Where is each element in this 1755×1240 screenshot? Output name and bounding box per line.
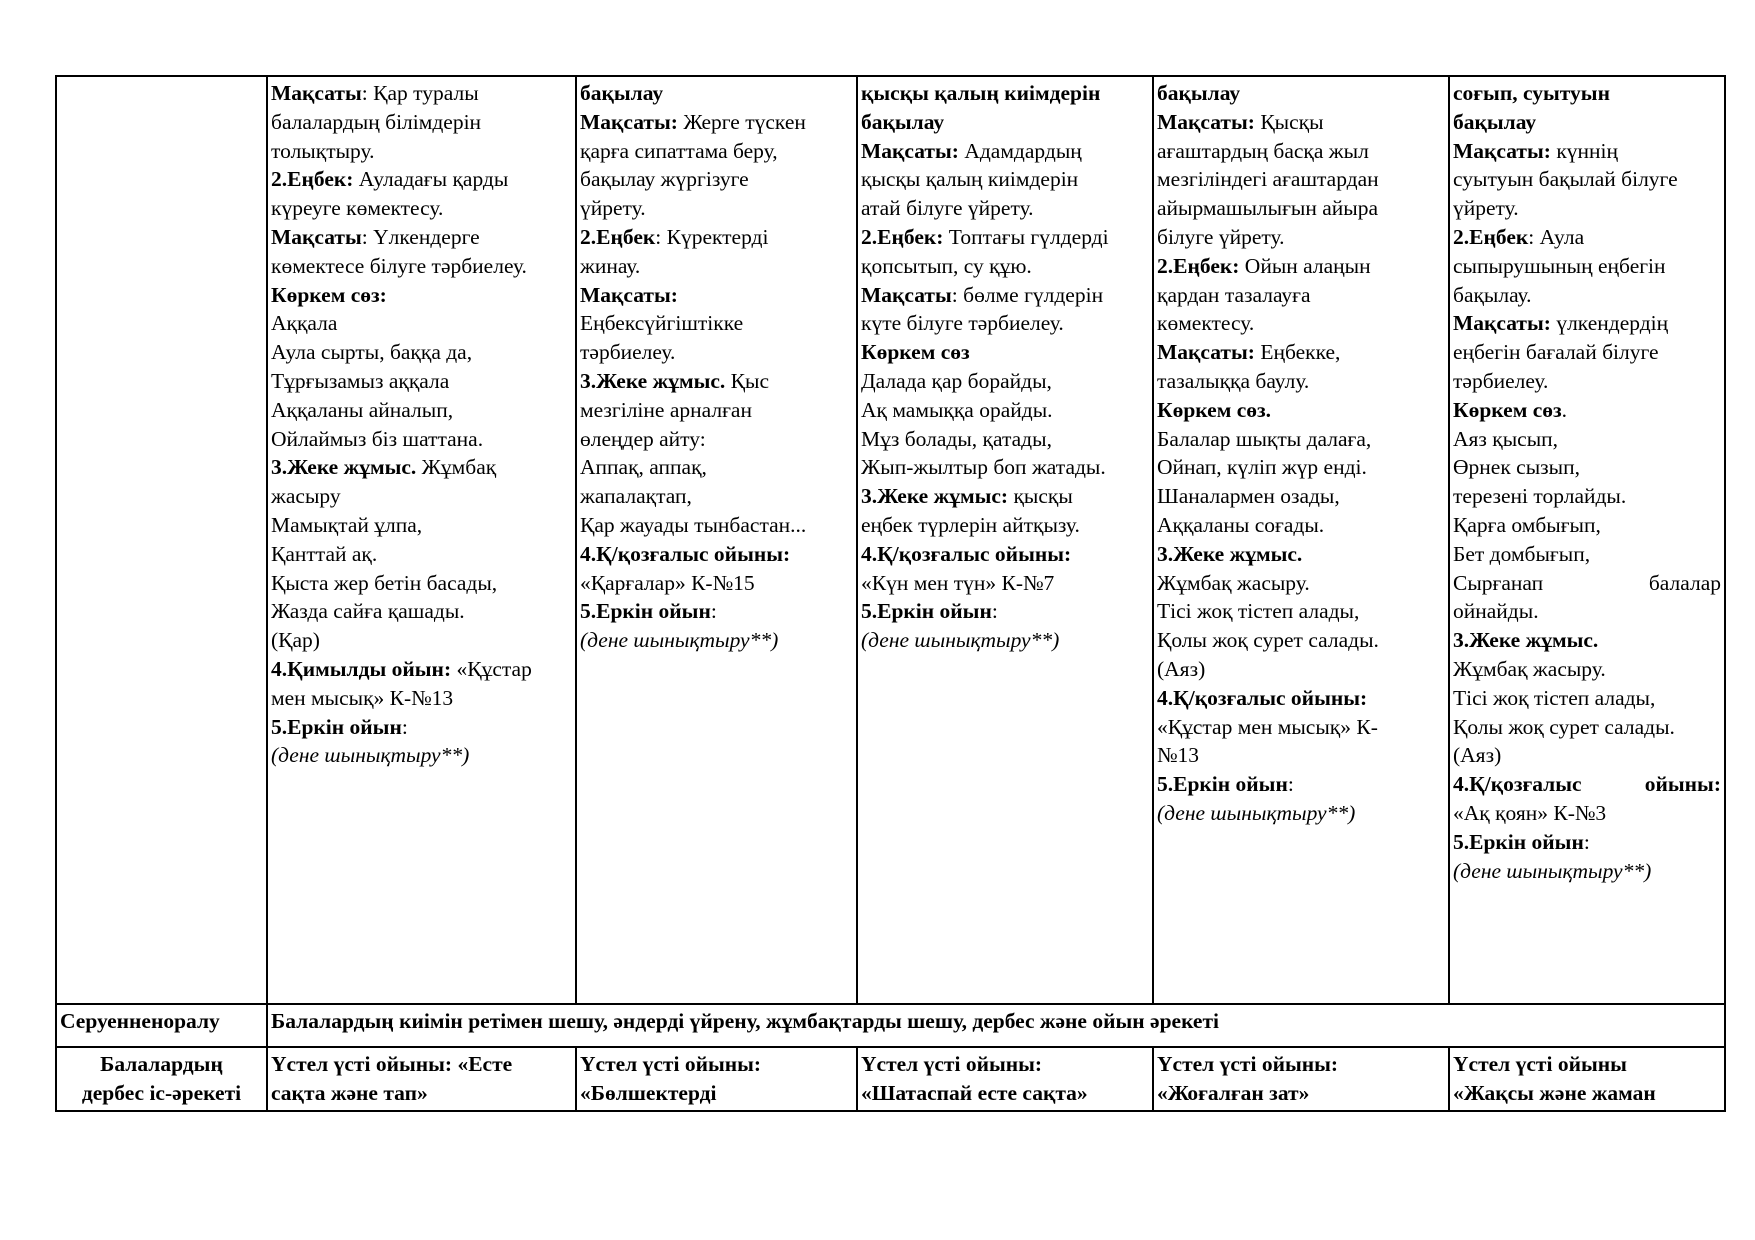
plan-line <box>1157 309 1445 338</box>
plan-line-bold: Мақсаты: <box>1157 340 1255 365</box>
plan-table <box>55 75 1726 1112</box>
plan-line-text: Қолы жоқ сурет салады. <box>1453 714 1675 739</box>
plan-line <box>1453 511 1721 540</box>
plan-line-text: Жұмбақ жасыру. <box>1453 656 1606 681</box>
plan-line <box>580 626 853 655</box>
walk-cell-mon <box>267 76 576 1004</box>
game-line: «Жоғалған зат» <box>1157 1080 1310 1105</box>
plan-line-bold: 5.Еркін ойын <box>861 599 992 624</box>
plan-line-text: Жұмбақ жасыру. <box>1157 570 1310 595</box>
plan-line-bold: қысқы қалың киімдерін <box>861 81 1101 105</box>
independent-label <box>56 1047 267 1111</box>
plan-line-text: Қар жауады тынбастан... <box>580 512 807 537</box>
plan-line <box>1453 281 1721 310</box>
plan-line <box>271 108 572 137</box>
plan-line <box>1157 684 1445 713</box>
return-text: Балалардың киімін ретімен шешу, әндерді үйрену, жұмбақтарды шешу, дербес және ойын әрекеті <box>267 1004 1725 1047</box>
game-cell-fri <box>1449 1047 1725 1111</box>
plan-word: балалар <box>1648 570 1721 595</box>
plan-line <box>1453 597 1721 626</box>
plan-line <box>580 137 853 166</box>
plan-line-text: айырмашылығын айыра <box>1157 196 1379 221</box>
plan-line <box>1157 165 1445 194</box>
plan-line <box>580 108 853 137</box>
plan-line <box>1453 799 1721 828</box>
plan-line <box>861 396 1149 425</box>
plan-line-text: мезгіліне арналған <box>580 397 752 422</box>
return-label: Серуенненоралу <box>56 1004 267 1047</box>
plan-line <box>580 453 853 482</box>
plan-line <box>1453 626 1721 655</box>
walk-cell-wed <box>857 76 1153 1004</box>
plan-line <box>1157 396 1445 425</box>
plan-line <box>580 540 853 569</box>
plan-line <box>271 569 572 598</box>
plan-line <box>861 223 1149 252</box>
plan-line <box>1453 540 1721 569</box>
plan-line <box>1157 540 1445 569</box>
plan-line-text: Қыс <box>725 368 770 393</box>
plan-line-text: : <box>1583 829 1590 854</box>
plan-line <box>1453 684 1721 713</box>
plan-line <box>1157 713 1445 742</box>
plan-line <box>271 194 572 223</box>
plan-line-bold: 4.Қ/қозғалыс ойыны: <box>1157 685 1368 710</box>
plan-line <box>271 684 572 713</box>
plan-line-bold: Мақсаты <box>271 224 362 249</box>
plan-line <box>1157 223 1445 252</box>
plan-line <box>1157 569 1445 598</box>
plan-line-text: (Қар) <box>271 628 320 653</box>
plan-line-bold: 5.Еркін ойын <box>1453 829 1584 854</box>
plan-line-bold: Көркем сөз: <box>271 282 387 307</box>
game-line: «Шатаспай есте сақта» <box>861 1080 1088 1105</box>
game-cell-mon <box>267 1047 576 1111</box>
plan-line-text: «Ақ қоян» К-№3 <box>1453 800 1607 825</box>
plan-line-text: . <box>1561 397 1568 422</box>
plan-line <box>580 165 853 194</box>
plan-line <box>271 367 572 396</box>
plan-line <box>1157 108 1445 137</box>
plan-line-text: үйрету. <box>580 196 646 221</box>
plan-line-text: бақылау. <box>1453 282 1532 307</box>
independent-label-line: дербес іс-әрекеті <box>81 1080 242 1105</box>
plan-line-bold: Мақсаты <box>861 282 952 307</box>
plan-line-bold: 3.Жеке жұмыс. <box>1453 628 1599 653</box>
plan-line-bold: Мақсаты: <box>1453 311 1551 336</box>
plan-line-text: үйрету. <box>1453 196 1519 221</box>
plan-line <box>861 626 1149 655</box>
plan-line <box>580 338 853 367</box>
plan-line-text: : <box>991 599 998 624</box>
plan-line <box>1453 194 1721 223</box>
plan-line <box>1453 79 1721 108</box>
plan-line-bold: Мақсаты: <box>580 282 678 307</box>
plan-line <box>271 453 572 482</box>
plan-line-bold: Көркем сөз <box>861 340 970 365</box>
plan-line-text: : <box>1287 772 1294 797</box>
plan-line-bold: Мақсаты: <box>580 109 678 134</box>
plan-line-text: Жұмбақ <box>416 455 497 480</box>
plan-line-bold: Мақсаты: <box>1453 138 1551 163</box>
plan-line-text: Өрнек сызып, <box>1453 455 1580 480</box>
plan-line-italic: (дене шынықтыру**) <box>861 628 1060 653</box>
plan-line <box>1453 482 1721 511</box>
plan-line <box>861 338 1149 367</box>
plan-line-text: Тісі жоқ тістеп алады, <box>1157 599 1360 624</box>
return-row <box>56 1004 1725 1047</box>
plan-line <box>861 165 1149 194</box>
plan-line <box>1453 223 1721 252</box>
plan-line-text: Жазда сайға қашады. <box>271 599 465 624</box>
plan-line-bold: 5.Еркін ойын <box>1157 772 1288 797</box>
plan-line-text: тәрбиелеу. <box>580 340 676 365</box>
plan-line-text: «Құстар мен мысық» К- <box>1157 714 1378 739</box>
plan-line <box>580 223 853 252</box>
plan-line <box>1453 453 1721 482</box>
plan-line <box>861 511 1149 540</box>
plan-line-text: көмектесе білуге тәрбиелеу. <box>271 253 527 278</box>
plan-line-italic: (дене шынықтыру**) <box>271 743 470 768</box>
plan-line-text: : Күректерді <box>655 224 769 249</box>
plan-line <box>1157 79 1445 108</box>
plan-line <box>271 309 572 338</box>
plan-line-text: : Аула <box>1528 224 1585 249</box>
plan-line <box>1453 338 1721 367</box>
plan-line <box>1157 367 1445 396</box>
plan-line-bold: 3.Жеке жұмыс: <box>861 484 1009 509</box>
plan-line <box>580 569 853 598</box>
plan-line <box>580 194 853 223</box>
plan-line-text: «Қарғалар» К-№15 <box>580 570 755 595</box>
plan-line-text: Жерге түскен <box>677 109 806 134</box>
plan-line-bold: бақылау <box>861 109 945 134</box>
plan-line <box>1453 309 1721 338</box>
plan-line-bold: 4.Қимылды ойын: <box>271 656 452 681</box>
walk-label-cell <box>56 76 267 1004</box>
plan-line <box>271 79 572 108</box>
game-line: «Бөлшектерді <box>580 1080 717 1105</box>
plan-line <box>861 425 1149 454</box>
plan-line-bold: Мақсаты: <box>861 138 959 163</box>
plan-line <box>861 309 1149 338</box>
plan-line-text: жапалақтап, <box>580 484 692 509</box>
plan-line-text: Мұз болады, қатады, <box>861 426 1052 451</box>
plan-line-text: Қысқы <box>1254 109 1324 134</box>
plan-line-bold: 5.Еркін ойын <box>271 714 402 739</box>
plan-line-bold: 2.Еңбек: <box>1157 253 1240 278</box>
plan-line-italic: (дене шынықтыру**) <box>1453 858 1652 883</box>
plan-line <box>861 252 1149 281</box>
plan-line-text: толықтыру. <box>271 138 375 163</box>
game-line: «Жақсы және жаман <box>1453 1080 1656 1105</box>
plan-line <box>271 223 572 252</box>
plan-line-text: терезені торлайды. <box>1453 484 1627 509</box>
plan-line <box>1157 770 1445 799</box>
plan-line <box>1453 569 1721 598</box>
plan-line-bold: 4.Қ/қозғалыс ойыны: <box>861 541 1072 566</box>
game-line: Үстел үсті ойыны: <box>861 1052 1043 1076</box>
plan-line <box>861 281 1149 310</box>
plan-line-text: Топтағы гүлдерді <box>943 224 1109 249</box>
plan-line-text: білуге үйрету. <box>1157 224 1285 249</box>
plan-line-text: көмектесу. <box>1157 311 1255 336</box>
plan-line-text: Ауладағы қарды <box>353 167 509 192</box>
plan-line <box>271 655 572 684</box>
plan-line-text: : Қар туралы <box>361 81 479 105</box>
plan-line-text: бақылау жүргізуге <box>580 167 749 192</box>
plan-line-text: еңбек түрлерін айтқызу. <box>861 512 1080 537</box>
game-line: Үстел үсті ойыны: <box>580 1052 762 1076</box>
plan-line-text: қарға сипаттама беру, <box>580 138 778 163</box>
plan-line-text: (Аяз) <box>1157 656 1206 681</box>
plan-line <box>1453 137 1721 166</box>
plan-line <box>1453 252 1721 281</box>
plan-line-text: қысқы қалың киімдерін <box>861 167 1079 192</box>
plan-line-text: Далада қар борайды, <box>861 368 1052 393</box>
plan-line-bold: бақылау <box>1453 109 1537 134</box>
plan-line-bold: 3.Жеке жұмыс. <box>580 368 726 393</box>
plan-line <box>861 597 1149 626</box>
plan-line-bold: 5.Еркін ойын <box>580 599 711 624</box>
plan-line <box>1157 425 1445 454</box>
plan-line <box>1453 655 1721 684</box>
plan-line-bold: 2.Еңбек: <box>861 224 944 249</box>
plan-line-text: Қыста жер бетін басады, <box>271 570 498 595</box>
plan-line <box>580 79 853 108</box>
plan-line-bold: Мақсаты <box>271 81 362 105</box>
plan-line-text: : <box>401 714 408 739</box>
plan-word: ойыны: <box>1644 772 1721 797</box>
walk-row <box>56 76 1725 1004</box>
plan-line <box>580 597 853 626</box>
plan-line <box>861 108 1149 137</box>
plan-line <box>271 281 572 310</box>
plan-line-text: қопсытып, су құю. <box>861 253 1032 278</box>
plan-line <box>580 482 853 511</box>
plan-line-text: «Құстар <box>451 656 532 681</box>
plan-line <box>1157 252 1445 281</box>
plan-line-text: Ақ мамыққа орайды. <box>861 397 1053 422</box>
plan-line-text: Мамықтай ұлпа, <box>271 512 423 537</box>
plan-line <box>861 79 1149 108</box>
plan-line <box>271 338 572 367</box>
game-cell-thu <box>1153 1047 1449 1111</box>
plan-line-text: Шаналармен озады, <box>1157 484 1340 509</box>
plan-line-text: Қанттай ақ. <box>271 541 378 566</box>
plan-word: 4.Қ/қозғалыс <box>1453 772 1582 797</box>
plan-line <box>271 597 572 626</box>
plan-line <box>1157 626 1445 655</box>
plan-line-text: күреуге көмектесу. <box>271 196 444 221</box>
plan-line-text: қардан тазалауға <box>1157 282 1311 307</box>
plan-line <box>1157 741 1445 770</box>
plan-line-text: Бет домбығып, <box>1453 541 1591 566</box>
plan-line <box>271 713 572 742</box>
plan-line-italic: (дене шынықтыру**) <box>1157 800 1356 825</box>
plan-line-text: ағаштардың басқа жыл <box>1157 138 1369 163</box>
plan-line-text: Аққаланы соғады. <box>1157 512 1325 537</box>
plan-line <box>271 511 572 540</box>
plan-line-text: Ойын алаңын <box>1239 253 1371 278</box>
plan-line-italic: (дене шынықтыру**) <box>580 628 779 653</box>
plan-line <box>271 137 572 166</box>
independent-activity-row <box>56 1047 1725 1111</box>
plan-line-text: Балалар шықты далаға, <box>1157 426 1372 451</box>
plan-line-text: Аппақ, аппақ, <box>580 455 707 480</box>
plan-line-text: мен мысық» К-№13 <box>271 685 454 710</box>
plan-line <box>1157 482 1445 511</box>
plan-line <box>1453 396 1721 425</box>
plan-line-text: Аяз қысып, <box>1453 426 1559 451</box>
plan-line <box>1157 799 1445 828</box>
plan-line-bold: Көркем сөз <box>1453 397 1562 422</box>
game-line: сақта және тап» <box>271 1080 428 1105</box>
plan-line <box>1453 108 1721 137</box>
plan-line-text: тазалыққа баулу. <box>1157 368 1310 393</box>
plan-line-text: сыпырушының еңбегін <box>1453 253 1666 278</box>
plan-line-text: қысқы <box>1008 484 1073 509</box>
plan-line <box>1453 367 1721 396</box>
plan-line-text: (Аяз) <box>1453 743 1502 768</box>
plan-line-text: еңбегін бағалай білуге <box>1453 340 1659 365</box>
plan-line <box>1157 281 1445 310</box>
plan-line <box>271 482 572 511</box>
plan-line-text: жасыру <box>271 484 341 509</box>
plan-word: Сырғанап <box>1453 570 1544 595</box>
plan-line-text: №13 <box>1157 743 1200 768</box>
plan-line <box>861 367 1149 396</box>
plan-line-text: Адамдардың <box>958 138 1082 163</box>
plan-line-text: мезгіліндегі ағаштардан <box>1157 167 1379 192</box>
plan-line <box>580 511 853 540</box>
plan-line-bold: бақылау <box>580 81 664 105</box>
plan-line-text: тәрбиелеу. <box>1453 368 1549 393</box>
plan-line-text: күте білуге тәрбиелеу. <box>861 311 1064 336</box>
plan-line-text: Аула сырты, баққа да, <box>271 340 473 365</box>
plan-line <box>861 194 1149 223</box>
plan-line <box>271 540 572 569</box>
plan-line-bold: 3.Жеке жұмыс. <box>1157 541 1303 566</box>
plan-line <box>1453 425 1721 454</box>
plan-line-bold: соғып, суытуын <box>1453 81 1610 105</box>
walk-cell-thu <box>1153 76 1449 1004</box>
game-line: Үстел үсті ойыны: <box>1157 1052 1339 1076</box>
plan-line-text: суытуын бақылай білуге <box>1453 167 1678 192</box>
plan-line <box>271 425 572 454</box>
plan-line <box>580 252 853 281</box>
plan-line <box>1453 770 1721 799</box>
plan-line-text: өлеңдер айту: <box>580 426 706 451</box>
plan-line-text: балалардың білімдерін <box>271 109 482 134</box>
plan-line <box>580 367 853 396</box>
plan-line-text: Қолы жоқ сурет салады. <box>1157 628 1379 653</box>
plan-line-bold: 2.Еңбек: <box>271 167 354 192</box>
plan-line <box>1453 713 1721 742</box>
plan-line <box>271 626 572 655</box>
plan-line-text: Еңбексүйгіштікке <box>580 311 744 336</box>
plan-line <box>1453 165 1721 194</box>
plan-line <box>580 309 853 338</box>
plan-line-bold: Көркем сөз. <box>1157 397 1272 422</box>
plan-line-bold: 3.Жеке жұмыс. <box>271 455 417 480</box>
game-line: Үстел үсті ойыны: «Есте <box>271 1052 513 1076</box>
walk-cell-tue <box>576 76 857 1004</box>
plan-line-bold: Мақсаты: <box>1157 109 1255 134</box>
plan-line <box>1157 137 1445 166</box>
plan-line-text: Тұрғызамыз аққала <box>271 368 450 393</box>
game-line: Үстел үсті ойыны <box>1453 1052 1627 1076</box>
plan-line-text: Аққаланы айналып, <box>271 397 454 422</box>
plan-line <box>1453 857 1721 886</box>
plan-line <box>861 540 1149 569</box>
plan-line-text: Жып-жылтыр боп жатады. <box>861 455 1106 480</box>
plan-line <box>580 425 853 454</box>
plan-line <box>271 252 572 281</box>
plan-line <box>861 453 1149 482</box>
plan-line-text: : Үлкендерге <box>361 224 480 249</box>
plan-line <box>1453 828 1721 857</box>
plan-line-text: «Күн мен түн» К-№7 <box>861 570 1055 595</box>
plan-line <box>861 482 1149 511</box>
plan-line-bold: 2.Еңбек <box>580 224 656 249</box>
plan-line-text: үлкендердің <box>1550 311 1669 336</box>
plan-line-bold: бақылау <box>1157 81 1241 105</box>
plan-line <box>1157 655 1445 684</box>
plan-line <box>861 137 1149 166</box>
plan-line <box>1157 511 1445 540</box>
plan-line-text: Қарға омбығып, <box>1453 512 1601 537</box>
plan-line-text: жинау. <box>580 253 641 278</box>
plan-line-text: Тісі жоқ тістеп алады, <box>1453 685 1656 710</box>
plan-line <box>271 396 572 425</box>
plan-line <box>1157 338 1445 367</box>
plan-line <box>1157 453 1445 482</box>
plan-line <box>861 569 1149 598</box>
plan-line <box>580 396 853 425</box>
plan-line-text: атай білуге үйрету. <box>861 196 1034 221</box>
plan-line-text: күннің <box>1550 138 1618 163</box>
walk-cell-fri <box>1449 76 1725 1004</box>
plan-line-text: Аққала <box>271 311 338 336</box>
plan-line-text: : <box>710 599 717 624</box>
independent-label-line: Балалардың <box>100 1052 223 1076</box>
plan-line-text: : бөлме гүлдерін <box>951 282 1104 307</box>
game-cell-wed <box>857 1047 1153 1111</box>
plan-line <box>1157 597 1445 626</box>
plan-line <box>580 281 853 310</box>
plan-line-text: ойнайды. <box>1453 599 1539 624</box>
plan-line-bold: 2.Еңбек <box>1453 224 1529 249</box>
plan-line <box>1453 741 1721 770</box>
plan-line-bold: 4.Қ/қозғалыс ойыны: <box>580 541 791 566</box>
plan-line <box>1157 194 1445 223</box>
plan-line-text: Ойнап, күліп жүр енді. <box>1157 455 1367 480</box>
plan-line <box>271 165 572 194</box>
game-cell-tue <box>576 1047 857 1111</box>
plan-line-text: Еңбекке, <box>1254 340 1341 365</box>
plan-line <box>271 741 572 770</box>
plan-line-text: Ойлаймыз біз шаттана. <box>271 426 484 451</box>
